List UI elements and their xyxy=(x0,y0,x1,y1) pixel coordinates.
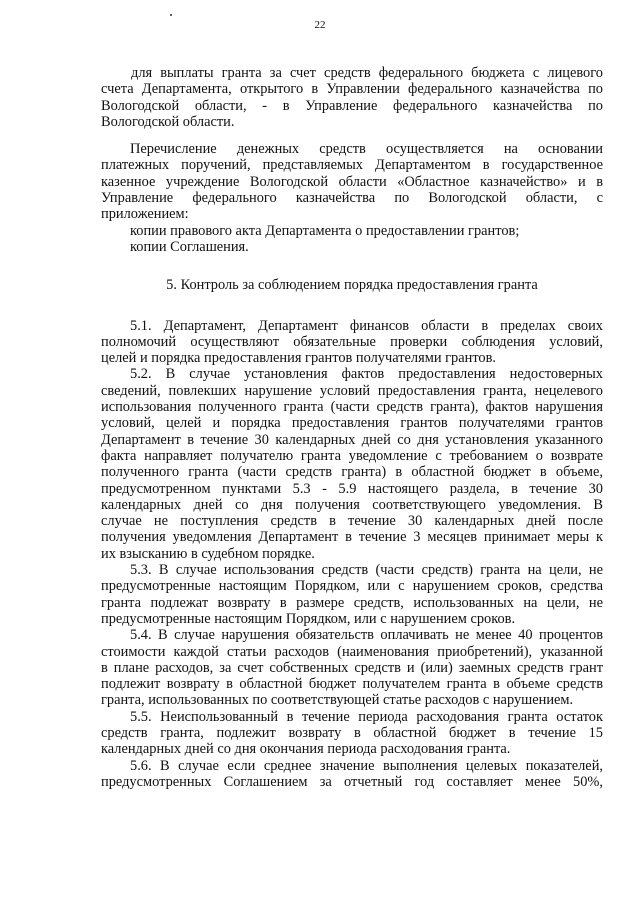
text-line: казенное учреждение Вологодской области «Областное казначейство» и в xyxy=(101,173,603,190)
text-line: для выплаты гранта за счет средств федерального бюджета с лицевого xyxy=(131,65,603,81)
text-line: предусмотренные настоящим Порядком, или с нарушением сроков, средства xyxy=(101,578,603,595)
text-line: Перечисление денежных средств осуществляется на основании xyxy=(130,141,603,158)
text-line: предусмотренных Соглашением за отчетный год составляет менее 50%, xyxy=(101,773,603,790)
text-line: 5.5. Неиспользованный в течение периода расходования гранта остаток xyxy=(130,708,603,725)
text-line: календарных дней со дня окончания периода расходования гранта. xyxy=(101,741,511,758)
text-line: средств гранта, подлежит возврату в областной бюджет в течение 15 xyxy=(101,724,603,741)
text-line: Вологодской области, - в Управление федерального казначейства по xyxy=(101,97,603,114)
text-line: полномочий осуществляют обязательные проверки соблюдения условий, xyxy=(101,333,603,350)
text-line: их взысканию в судебном порядке. xyxy=(101,545,315,562)
page-number: 22 xyxy=(314,19,326,31)
paragraph-5-1 xyxy=(101,318,603,367)
text-line: копии правового акта Департамента о предоставлении грантов; xyxy=(130,222,520,239)
text-line: 5.1. Департамент, Департамент финансов области в пределах своих xyxy=(130,317,603,334)
paragraph-payment-orders xyxy=(101,141,603,255)
scan-dot xyxy=(170,14,172,16)
text-line: факта направляет получателю гранта уведомление с требованием о возврате xyxy=(101,447,603,464)
text-line: 5.6. В случае если среднее значение выполнения целевых показателей, xyxy=(130,757,603,774)
text-line: счета Департамента, открытого в Управлении федерального казначейства по xyxy=(101,81,603,98)
paragraph-5-6 xyxy=(101,758,603,791)
text-line: Департамент в течение 30 календарных дней со дня установления указанного xyxy=(101,431,603,448)
text-line: копии Соглашения. xyxy=(130,238,249,255)
text-line: стоимости каждой статьи расходов (наименования приобретений), указанной xyxy=(101,643,603,660)
paragraph-5-2 xyxy=(101,366,603,562)
document-body xyxy=(101,65,603,790)
text-line: календарных дней со дня получения соответствующего уведомления. В xyxy=(101,496,603,513)
text-line: предусмотренном пунктами 5.3 - 5.9 настоящего раздела, в течение 30 xyxy=(101,480,603,497)
text-line: получения уведомления Департамент в течение 3 месяцев принимает меры к xyxy=(101,529,603,546)
text-line: гранта подлежат возврату в размере средств, использованных на цели, не xyxy=(101,594,603,611)
text-line: условий, целей и порядка предоставления грантов получателями грантов xyxy=(101,415,603,432)
paragraph-5-4 xyxy=(101,627,603,708)
section-heading: 5. Контроль за соблюдением порядка предоставления гранта xyxy=(166,277,538,294)
paragraph-5-3 xyxy=(101,562,603,627)
text-line: приложением: xyxy=(101,206,189,223)
paragraph-5-5 xyxy=(101,709,603,758)
text-line: 5.4. В случае нарушения обязательств оплачивать не менее 40 процентов xyxy=(130,627,603,644)
text-line: полученного гранта (части средств гранта) в областной бюджет в объеме, xyxy=(101,464,603,481)
text-line: случае не поступления средств в течение 30 календарных дней после xyxy=(101,513,603,530)
text-line: платежных поручений, представляемых Департаментом в государственное xyxy=(101,157,603,174)
text-line: Вологодской области. xyxy=(101,113,235,130)
text-line: сведений, повлекших нарушение условий предоставления гранта, нецелевого xyxy=(101,382,603,399)
text-line: предусмотренные настоящим Порядком, или с нарушением сроков. xyxy=(101,610,516,627)
text-line: использования полученного гранта (части средств гранта), фактов нарушения xyxy=(101,399,603,416)
text-line: подлежит возврату в областной бюджет получателем гранта в объеме средств xyxy=(101,676,603,693)
text-line: Управление федерального казначейства по Вологодской области, с xyxy=(101,190,603,207)
text-line: целей и порядка предоставления грантов получателями грантов. xyxy=(101,350,497,367)
text-line: гранта, использованных по соответствующей статье расходов с нарушением. xyxy=(101,692,574,709)
text-line: 5.2. В случае установления фактов предоставления недостоверных xyxy=(130,366,603,383)
text-line: 5.3. В случае использования средств (части средств) гранта на цели, не xyxy=(130,562,603,579)
paragraph-treasury-transfer xyxy=(101,65,603,130)
text-line: в плане расходов, за счет собственных средств и (или) заемных средств грант xyxy=(101,659,603,676)
